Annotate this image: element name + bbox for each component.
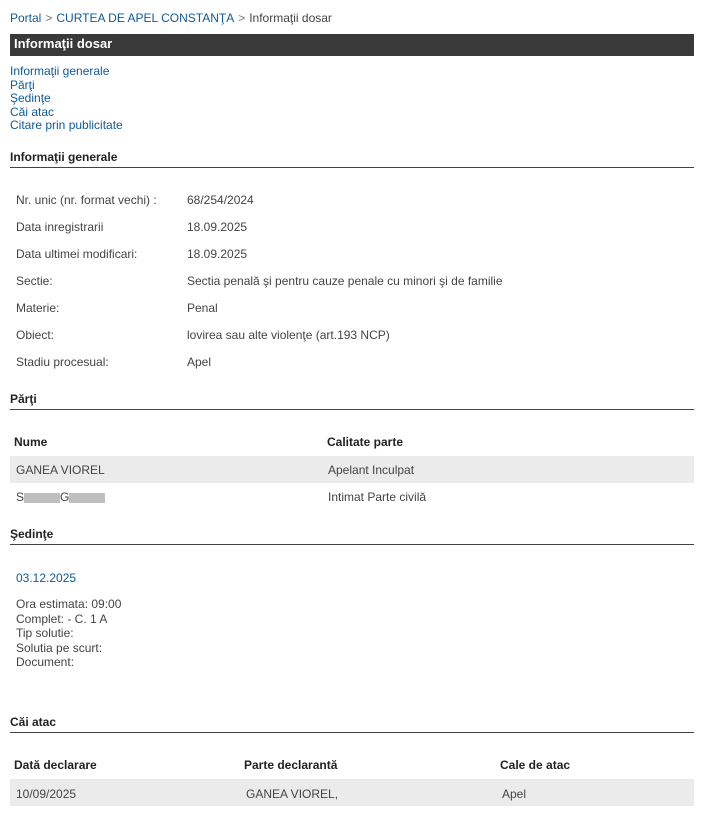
anchor-cai-atac[interactable]: Căi atac: [10, 104, 55, 119]
party-initial: S: [16, 490, 25, 504]
appeal-type: Apel: [502, 787, 527, 801]
field-value: 18.09.2025: [187, 220, 248, 234]
page-title: Informaţii dosar: [14, 36, 113, 51]
column-header-calitate: Calitate parte: [327, 435, 404, 449]
field-row: [16, 274, 503, 288]
anchor-sedinte[interactable]: Şedinţe: [10, 91, 51, 105]
section-anchor-links: [10, 65, 123, 133]
hearing-detail-line: Document:: [16, 655, 75, 669]
appeal-party: GANEA VIOREL,: [246, 787, 339, 801]
field-row: [16, 220, 247, 234]
field-row: [16, 328, 390, 342]
column-header-parte-declaranta: Parte declarantă: [244, 758, 338, 772]
field-row: [16, 355, 211, 369]
page-title-bar: [10, 34, 694, 56]
anchor-citare-publicitate[interactable]: Citare prin publicitate: [10, 118, 123, 132]
breadcrumb-separator: >: [238, 11, 246, 25]
field-label: Nr. unic (nr. format vechi) :: [16, 193, 157, 207]
hearing-detail-line: Ora estimata: 09:00: [16, 597, 122, 611]
field-label: Stadiu procesual:: [16, 355, 109, 369]
field-label: Obiect:: [16, 328, 55, 342]
party-role: Intimat Parte civilă: [328, 490, 427, 504]
party-name-redacted: [16, 490, 105, 504]
column-header-data-declarare: Dată declarare: [14, 758, 97, 772]
section-heading-sedinte: Şedinţe: [10, 527, 694, 545]
field-row: [16, 247, 247, 261]
breadcrumb: [10, 11, 332, 25]
hearing-detail-line: Tip solutie:: [16, 626, 74, 640]
field-value: Penal: [187, 301, 218, 315]
table-row: [10, 779, 694, 806]
field-value: 18.09.2025: [187, 247, 248, 261]
field-row: [16, 193, 254, 207]
appeal-date: 10/09/2025: [16, 787, 77, 801]
field-value: Apel: [187, 355, 212, 369]
field-label: Data ultimei modificari:: [16, 247, 138, 261]
hearing-detail-line: Solutia pe scurt:: [16, 640, 103, 655]
party-name: GANEA VIOREL: [16, 463, 105, 477]
breadcrumb-separator: >: [45, 11, 53, 25]
column-header-cale-atac: Cale de atac: [500, 758, 571, 772]
party-initial: G: [60, 490, 70, 504]
field-label: Materie:: [16, 301, 60, 315]
hearing-details: [16, 597, 121, 670]
breadcrumb-current: Informaţii dosar: [249, 11, 332, 25]
section-heading-parti: Părţi: [10, 392, 694, 410]
field-value: 68/254/2024: [187, 193, 254, 207]
redaction-bar: [24, 493, 60, 503]
breadcrumb-portal-link[interactable]: Portal: [10, 11, 42, 25]
hearing-detail-line: Complet: - C. 1 A: [16, 611, 108, 626]
party-role: Apelant Inculpat: [328, 463, 415, 477]
field-value: Sectia penală şi pentru cauze penale cu minori şi de familie: [187, 274, 503, 288]
column-header-nume: Nume: [14, 435, 48, 449]
hearing-date: 03.12.2025: [16, 571, 77, 585]
anchor-informatii-generale[interactable]: Informaţii generale: [10, 64, 110, 78]
anchor-parti[interactable]: Părţi: [10, 77, 35, 92]
section-heading-cai-atac: Căi atac: [10, 715, 694, 733]
field-label: Sectie:: [16, 274, 53, 288]
breadcrumb-court-link[interactable]: CURTEA DE APEL CONSTANŢA: [56, 11, 235, 25]
field-value: lovirea sau alte violenţe (art.193 NCP): [187, 328, 390, 342]
section-heading-general: Informaţii generale: [10, 150, 694, 168]
field-row: [16, 301, 218, 315]
field-label: Data inregistrarii: [16, 220, 104, 234]
redaction-bar: [69, 493, 105, 503]
